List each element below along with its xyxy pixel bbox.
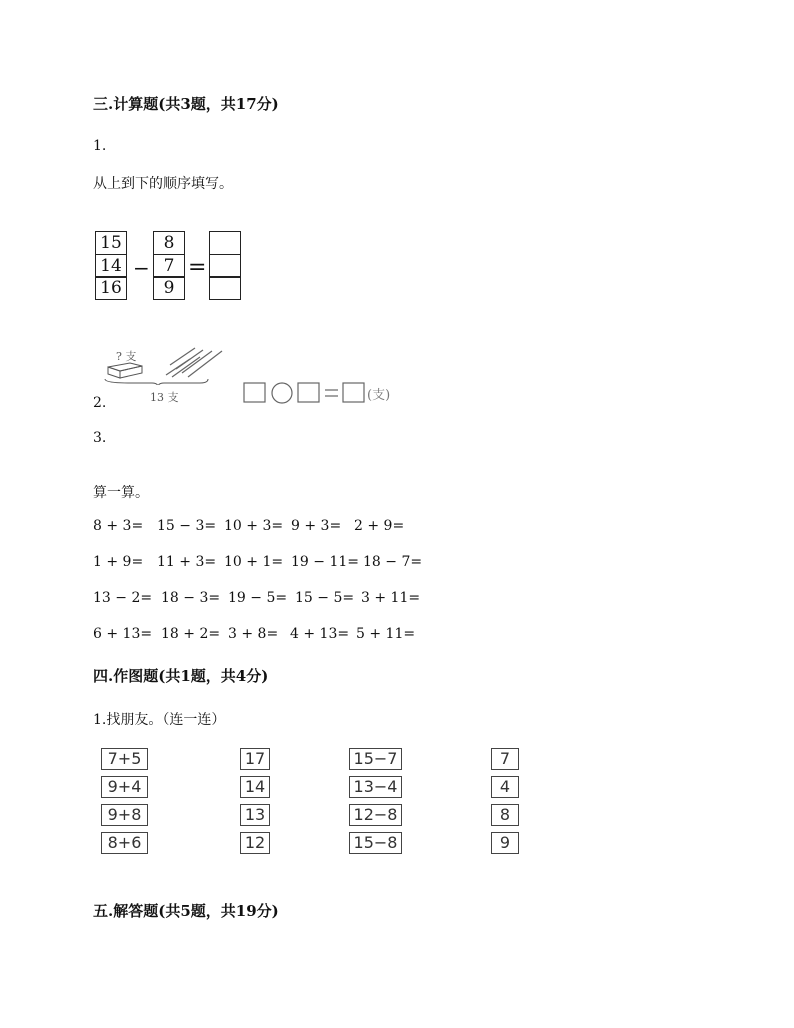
total-brace (105, 379, 208, 385)
q1-left-cell: 15 (95, 231, 127, 255)
q2-unit: (支) (367, 388, 391, 403)
q3-equation: 19 − 5= (228, 590, 288, 606)
q3-equation: 13 − 2= (93, 590, 153, 606)
q3-equation: 18 − 3= (161, 590, 221, 606)
q3-equation: 15 − 3= (157, 518, 217, 534)
q3-equation: 6 + 13= (93, 626, 153, 642)
q3-equation: 9 + 3= (291, 518, 342, 534)
pencil-icon (188, 351, 222, 377)
match-left-expression[interactable]: 9+4 (101, 776, 148, 798)
q1-left-column (95, 231, 127, 299)
q1-right-column (153, 231, 185, 299)
q3-instruction: 算一算。 (93, 485, 149, 501)
q1-left-cell: 16 (95, 276, 127, 300)
match-left-expression[interactable]: 7+5 (101, 748, 148, 770)
match-left-answer[interactable]: 13 (240, 804, 270, 826)
q3-equation: 1 + 9= (93, 554, 144, 570)
q1-right-cell: 9 (153, 276, 185, 300)
q3-equation: 3 + 8= (228, 626, 279, 642)
q2-blank-box[interactable] (298, 383, 319, 402)
q1-instruction: 从上到下的顺序填写。 (93, 176, 233, 192)
match-left-expression[interactable]: 8+6 (101, 832, 148, 854)
match-right-answer[interactable]: 8 (491, 804, 519, 826)
match-right-expression[interactable]: 12−8 (349, 804, 402, 826)
match-left-answer[interactable]: 17 (240, 748, 270, 770)
q1-answer-cell[interactable] (209, 231, 241, 255)
q3-equation: 4 + 13= (290, 626, 350, 642)
q2-total-label: 13 支 (150, 391, 179, 404)
match-right-expression[interactable]: 15−8 (349, 832, 402, 854)
q1-answer-cell[interactable] (209, 254, 241, 278)
section4-q1-title: 1.找朋友。（连一连） (93, 712, 226, 728)
match-left-expression[interactable]: 9+8 (101, 804, 148, 826)
match-right-expression[interactable]: 13−4 (349, 776, 402, 798)
match-left-answer[interactable]: 14 (240, 776, 270, 798)
q3-equation: 10 + 3= (224, 518, 284, 534)
q3-equation: 3 + 11= (361, 590, 421, 606)
q1-equals-sign: = (188, 255, 207, 280)
q3-equation: 18 − 7= (363, 554, 423, 570)
q2-blank-box[interactable] (244, 383, 265, 402)
q3-number: 3. (93, 430, 107, 446)
match-right-answer[interactable]: 9 (491, 832, 519, 854)
match-right-expression[interactable]: 15−7 (349, 748, 402, 770)
q2-answer-box[interactable] (343, 383, 364, 402)
q1-right-cell: 8 (153, 231, 185, 255)
q1-answer-cell[interactable] (209, 276, 241, 300)
section5-heading: 五.解答题(共5题，共19分) (93, 902, 279, 920)
section4-heading: 四.作图题(共1题，共4分) (93, 667, 269, 685)
q1-left-cell: 14 (95, 254, 127, 278)
q2-question-label: ? 支 (116, 350, 137, 363)
q1-right-cell: 7 (153, 254, 185, 278)
pencil-icon (172, 357, 200, 377)
q3-equation: 2 + 9= (354, 518, 405, 534)
match-left-answer[interactable]: 12 (240, 832, 270, 854)
pencil-box-side (108, 367, 120, 378)
q1-answer-column[interactable] (209, 231, 241, 299)
q2-pencil-illustration (100, 345, 240, 385)
q2-number: 2. (93, 395, 107, 411)
match-right-answer[interactable]: 7 (491, 748, 519, 770)
match-right-answer[interactable]: 4 (491, 776, 519, 798)
q3-equation: 11 + 3= (157, 554, 217, 570)
q1-minus-sign: − (133, 256, 150, 280)
q3-equation: 19 − 11= (291, 554, 359, 570)
q3-equation: 18 + 2= (161, 626, 221, 642)
section3-heading: 三.计算题(共3题，共17分) (93, 95, 279, 113)
q3-equation: 5 + 11= (356, 626, 416, 642)
pencil-box-front (120, 366, 142, 378)
q3-equation: 8 + 3= (93, 518, 144, 534)
pencil-icon (170, 348, 195, 365)
q3-equation: 15 − 5= (295, 590, 355, 606)
q2-equation-blanks (243, 382, 371, 404)
q3-equation: 10 + 1= (224, 554, 284, 570)
q2-operator-circle[interactable] (272, 383, 292, 403)
q1-number: 1. (93, 138, 107, 154)
